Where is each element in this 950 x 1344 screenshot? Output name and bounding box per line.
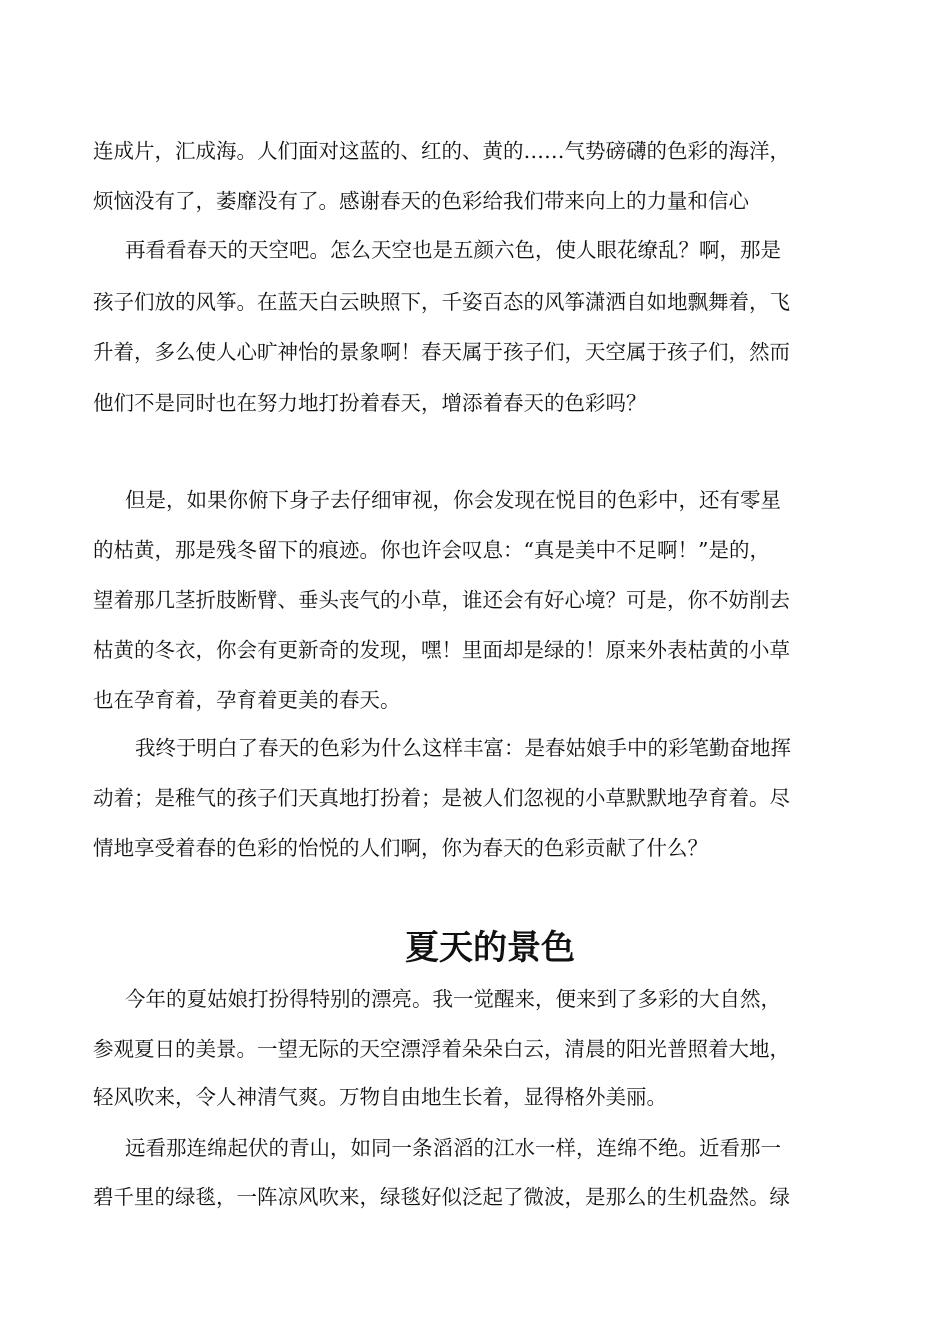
text-line: 参观夏日的美景。一望无际的天空漂浮着朵朵白云，清晨的阳光普照着大地，: [93, 1037, 790, 1061]
text-line: 情地享受着春的色彩的怡悦的人们啊，你为春天的色彩贡献了什么？: [93, 836, 708, 860]
text-line: 升着，多么使人心旷神怡的景象啊！春天属于孩子们，天空属于孩子们，然而: [93, 340, 790, 364]
text-line: 烦恼没有了，萎靡没有了。感谢春天的色彩给我们带来向上的力量和信心: [93, 189, 749, 213]
text-line: 的枯黄，那是残冬留下的痕迹。你也许会叹息：“真是美中不足啊！”是的，: [93, 538, 770, 562]
text-line: 轻风吹来，令人神清气爽。万物自由地生长着，显得格外美丽。: [93, 1085, 667, 1109]
text-line: 也在孕育着，孕育着更美的春天。: [93, 688, 401, 712]
text-line: 枯黄的冬衣，你会有更新奇的发现，嘿！里面却是绿的！原来外表枯黄的小草: [93, 638, 790, 662]
text-line: 今年的夏姑娘打扮得特别的漂亮。我一觉醒来，便来到了多彩的大自然，: [125, 987, 781, 1011]
section-title: 夏天的景色: [405, 928, 575, 968]
text-line: 他们不是同时也在努力地打扮着春天，增添着春天的色彩吗？: [93, 391, 647, 415]
text-line: 我终于明白了春天的色彩为什么这样丰富：是春姑娘手中的彩笔勤奋地挥: [135, 736, 791, 760]
text-line: 孩子们放的风筝。在蓝天白云映照下，千姿百态的风筝潇洒自如地飘舞着，飞: [93, 290, 790, 314]
text-line: 但是，如果你俯下身子去仔细审视，你会发现在悦目的色彩中，还有零星: [125, 488, 781, 512]
text-line: 动着；是稚气的孩子们天真地打扮着；是被人们忽视的小草默默地孕育着。尽: [93, 786, 790, 810]
text-line: 望着那几茎折肢断臂、垂头丧气的小草，谁还会有好心境？可是，你不妨削去: [93, 588, 790, 612]
text-line: 再看看春天的天空吧。怎么天空也是五颜六色，使人眼花缭乱？啊，那是: [125, 238, 781, 262]
text-line: 连成片，汇成海。人们面对这蓝的、红的、黄的……气势磅礴的色彩的海洋，: [93, 139, 790, 163]
text-line: 碧千里的绿毯，一阵凉风吹来，绿毯好似泛起了微波，是那么的生机盎然。绿: [93, 1185, 790, 1209]
text-line: 远看那连绵起伏的青山，如同一条滔滔的江水一样，连绵不绝。近看那一: [125, 1136, 781, 1160]
